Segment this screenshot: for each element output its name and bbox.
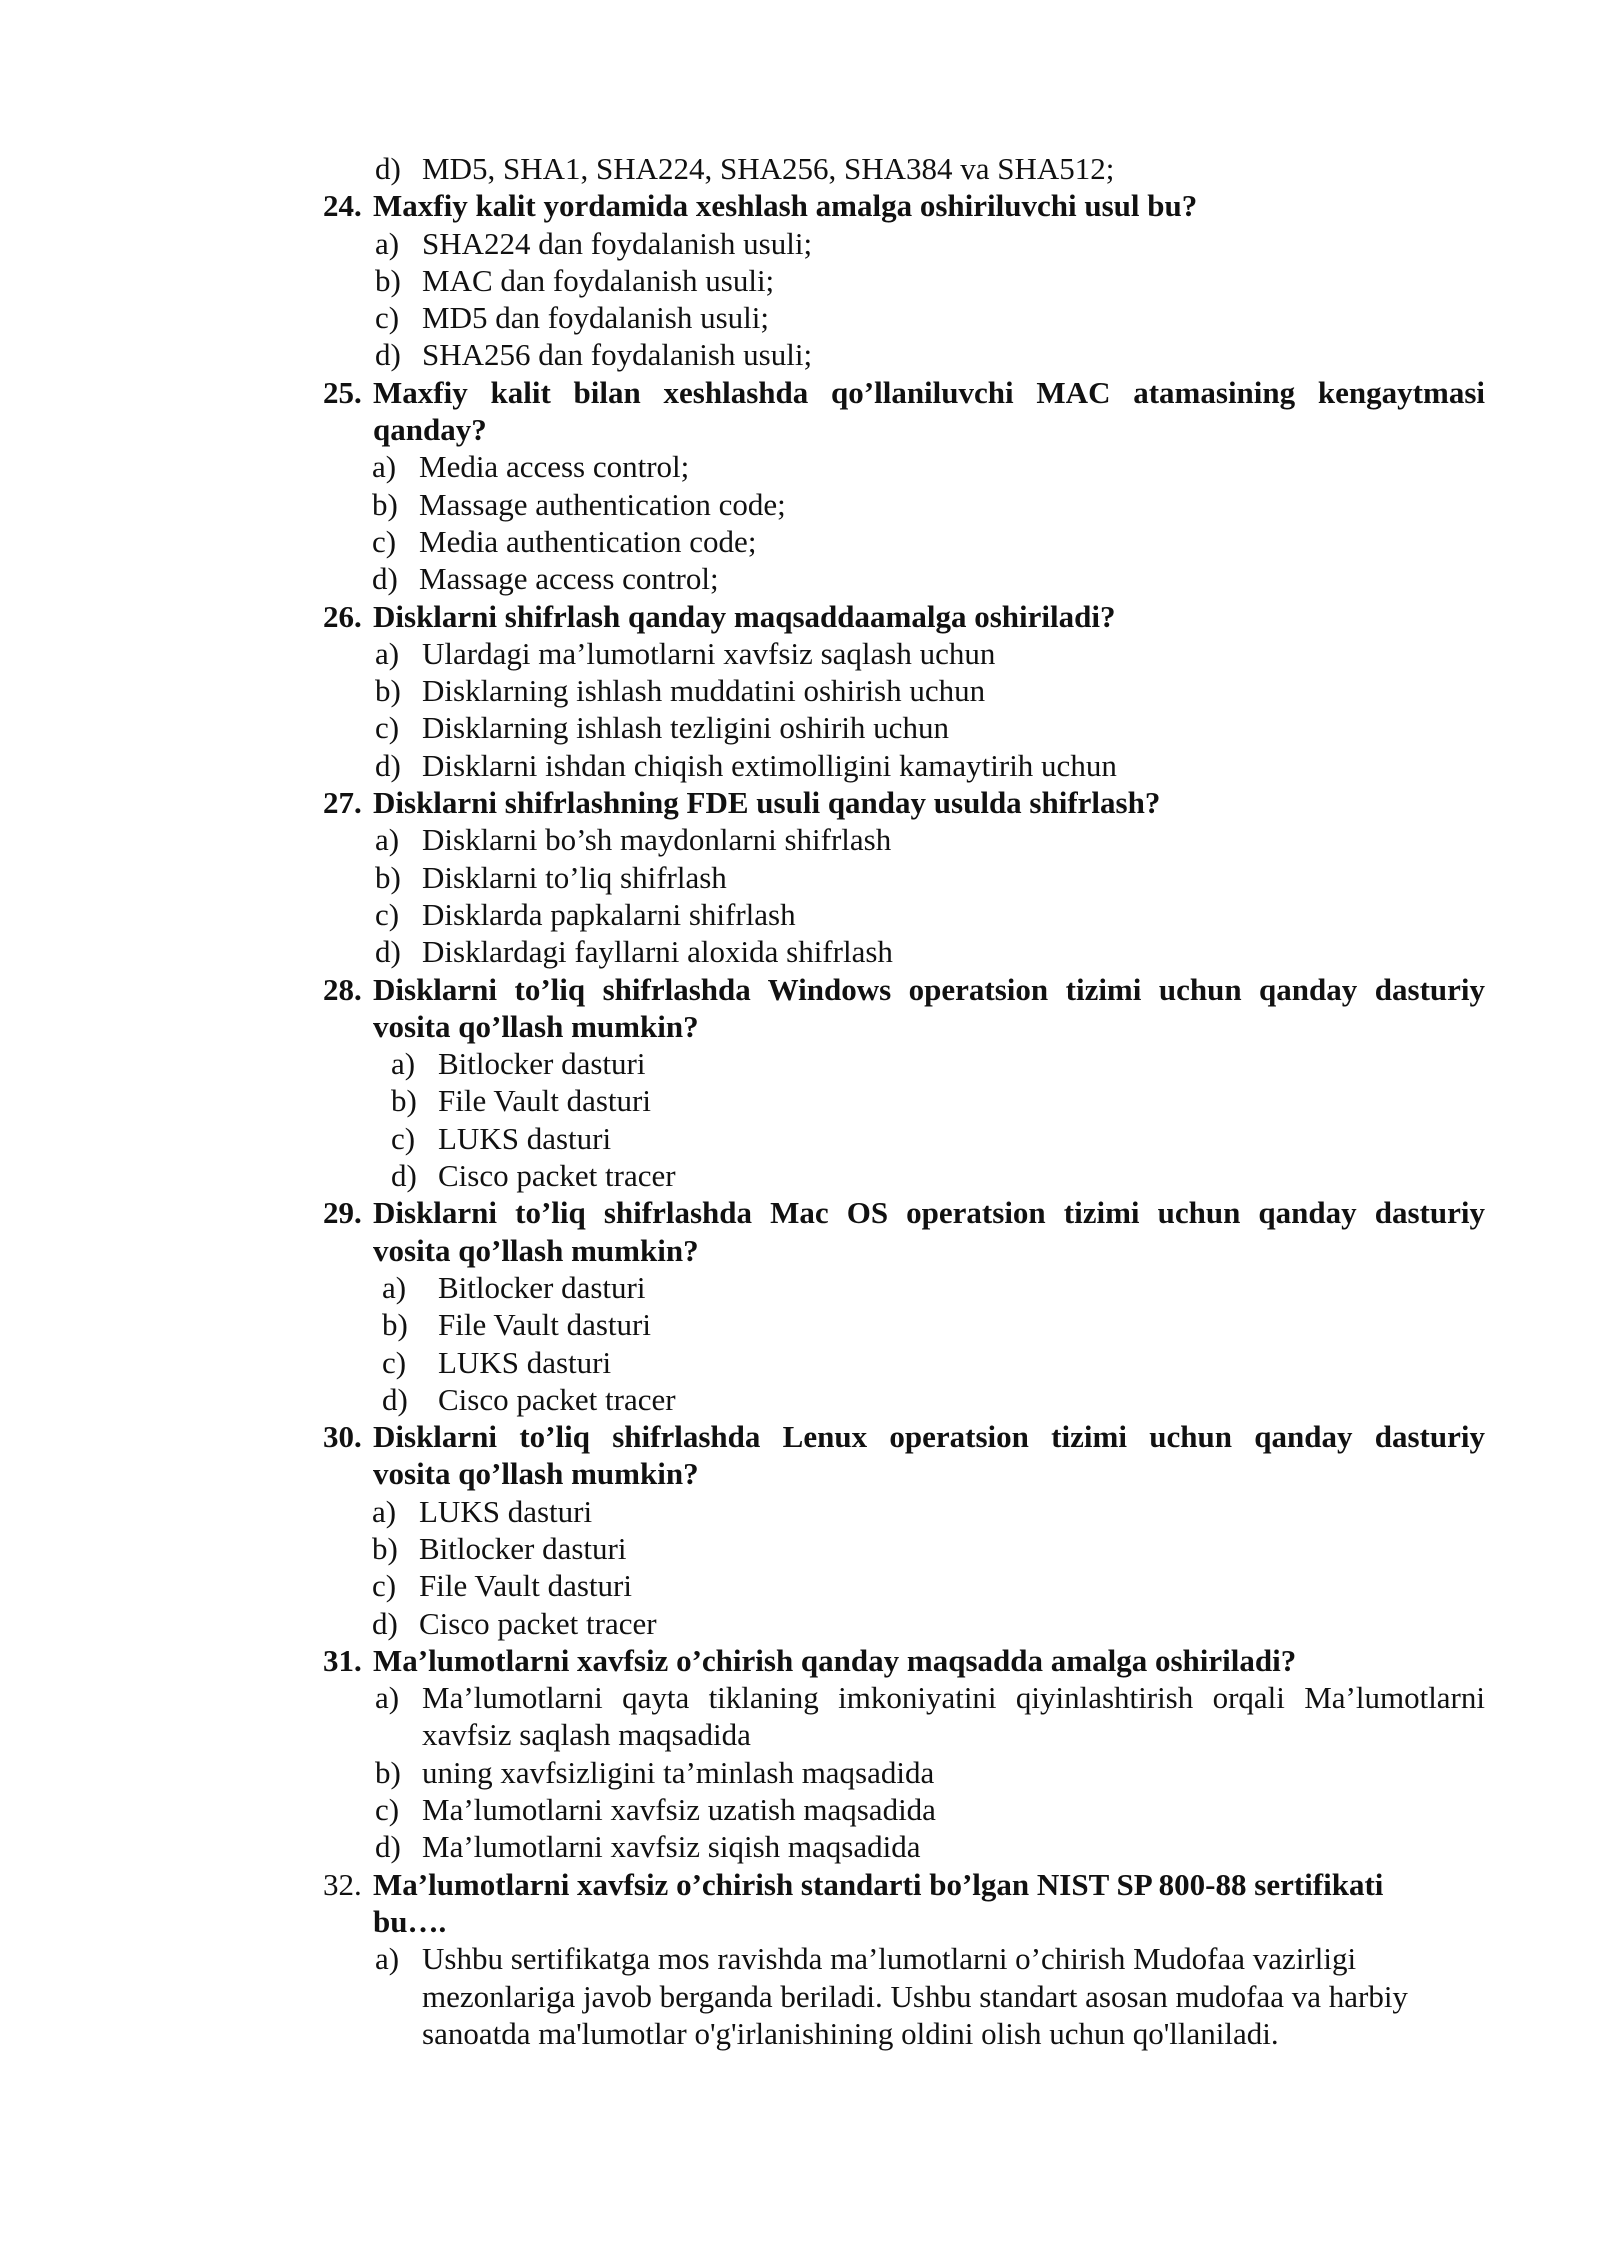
- option-letter: a): [375, 635, 400, 671]
- answer-option: [0, 747, 1600, 784]
- answer-option: [0, 1082, 1600, 1119]
- option-letter: b): [372, 486, 398, 522]
- answer-option: [0, 1269, 1600, 1306]
- answer-option: [0, 1791, 1600, 1828]
- option-text: MAC dan foydalanish usuli;: [422, 262, 775, 298]
- option-letter: d): [372, 561, 398, 597]
- option-text: Media authentication code;: [419, 523, 757, 559]
- answer-continuation: [0, 1978, 1600, 2015]
- option-letter: b): [375, 859, 401, 895]
- option-text: LUKS dasturi: [419, 1493, 593, 1529]
- option-text: uning xavfsizligini ta’minlash maqsadida: [422, 1754, 935, 1790]
- option-letter: c): [375, 710, 400, 746]
- option-letter: d): [375, 151, 401, 186]
- option-letter: a): [375, 1941, 400, 1977]
- question-line: [0, 1194, 1600, 1231]
- answer-option: [0, 1381, 1600, 1418]
- question-line: [0, 1642, 1600, 1679]
- option-text: Disklarni to’liq shifrlash: [422, 859, 727, 895]
- option-text: SHA256 dan foydalanish usuli;: [422, 337, 813, 373]
- answer-option: [0, 1493, 1600, 1530]
- question-continuation: [0, 1232, 1600, 1269]
- question-line: [0, 598, 1600, 635]
- option-letter: b): [375, 673, 401, 709]
- option-text: Cisco packet tracer: [438, 1381, 676, 1417]
- option-letter: d): [375, 747, 401, 783]
- option-text: Disklarda papkalarni shifrlash: [422, 896, 796, 932]
- option-text: sanoatda ma'lumotlar o'g'irlanishining oldini olish uchun qo'llaniladi.: [422, 2015, 1279, 2051]
- option-letter: a): [375, 822, 400, 858]
- question-number: 26.: [323, 598, 362, 634]
- option-letter: c): [375, 300, 400, 336]
- option-text: Bitlocker dasturi: [438, 1269, 646, 1305]
- option-text: xavfsiz saqlash maqsadida: [422, 1717, 751, 1753]
- question-number: 28.: [323, 971, 362, 1007]
- answer-option: [0, 523, 1600, 560]
- answer-option: [0, 1120, 1600, 1157]
- answer-continuation: [0, 1716, 1600, 1753]
- option-letter: b): [375, 262, 401, 298]
- answer-option: [0, 1567, 1600, 1604]
- question-number: 24.: [323, 188, 362, 224]
- question-line: [0, 374, 1600, 411]
- answer-option: [0, 299, 1600, 336]
- option-letter: d): [391, 1158, 417, 1194]
- answer-option: [0, 1306, 1600, 1343]
- option-text: SHA224 dan foydalanish usuli;: [422, 225, 813, 261]
- option-text: Cisco packet tracer: [438, 1158, 676, 1194]
- option-text: Disklardagi fayllarni aloxida shifrlash: [422, 934, 893, 970]
- question-number: 30.: [323, 1419, 362, 1455]
- option-letter: c): [382, 1344, 407, 1380]
- option-text: File Vault dasturi: [438, 1083, 651, 1119]
- question-text: bu….: [373, 1903, 447, 1939]
- answer-option: [0, 150, 1600, 187]
- answer-option: [0, 896, 1600, 933]
- question-text: Maxfiy kalit yordamida xeshlash amalga oshiriluvchi usul bu?: [373, 188, 1198, 224]
- answer-option: [0, 1828, 1600, 1865]
- option-text: Media access control;: [419, 449, 690, 485]
- question-text: Disklarni shifrlashning FDE usuli qanday usulda shifrlash?: [373, 785, 1161, 821]
- option-text: mezonlariga javob berganda beriladi. Ushbu standart asosan mudofaa va harbiy: [422, 1978, 1408, 2014]
- option-letter: b): [382, 1307, 408, 1343]
- question-line: [0, 971, 1600, 1008]
- option-letter: a): [375, 1680, 400, 1716]
- option-letter: d): [372, 1605, 398, 1641]
- option-text: Disklarning ishlash muddatini oshirish uchun: [422, 673, 986, 709]
- answer-option: [0, 821, 1600, 858]
- option-letter: a): [372, 1493, 397, 1529]
- option-letter: c): [375, 1792, 400, 1828]
- question-line: [0, 784, 1600, 821]
- option-text: Disklarning ishlash tezligini oshirih uchun: [422, 710, 949, 746]
- question-text: Disklarni to’liq shifrlashda Windows operatsion tizimi uchun qanday dasturiy: [373, 971, 1485, 1007]
- answer-option: [0, 560, 1600, 597]
- option-letter: a): [372, 449, 397, 485]
- option-text: Ulardagi ma’lumotlarni xavfsiz saqlash uchun: [422, 635, 996, 671]
- option-text: Disklarni bo’sh maydonlarni shifrlash: [422, 822, 892, 858]
- option-text: Disklarni ishdan chiqish extimolligini kamaytirih uchun: [422, 747, 1117, 783]
- question-number: 27.: [323, 785, 362, 821]
- answer-option: [0, 1344, 1600, 1381]
- question-continuation: [0, 1903, 1600, 1940]
- option-text: Massage authentication code;: [419, 486, 786, 522]
- question-text: Maxfiy kalit bilan xeshlashda qo’llaniluvchi MAC atamasining kengaytmasi: [373, 374, 1485, 410]
- option-text: MD5 dan foydalanish usuli;: [422, 300, 769, 336]
- option-text: Ma’lumotlarni xavfsiz siqish maqsadida: [422, 1829, 921, 1865]
- question-text: vosita qo’llash mumkin?: [373, 1456, 699, 1492]
- question-number: 31.: [323, 1642, 362, 1678]
- question-number: 29.: [323, 1195, 362, 1231]
- answer-option: [0, 1530, 1600, 1567]
- answer-option: [0, 672, 1600, 709]
- option-letter: c): [372, 1568, 397, 1604]
- answer-option: [0, 448, 1600, 485]
- answer-option: [0, 1940, 1600, 1977]
- answer-option: [0, 635, 1600, 672]
- option-text: File Vault dasturi: [438, 1307, 651, 1343]
- option-letter: d): [382, 1381, 408, 1417]
- option-text: MD5, SHA1, SHA224, SHA256, SHA384 va SHA512;: [422, 151, 1115, 186]
- option-text: LUKS dasturi: [438, 1120, 612, 1156]
- option-text: Cisco packet tracer: [419, 1605, 657, 1641]
- question-continuation: [0, 411, 1600, 448]
- question-text: Ma’lumotlarni xavfsiz o’chirish qanday maqsadda amalga oshiriladi?: [373, 1642, 1297, 1678]
- option-letter: d): [375, 1829, 401, 1865]
- option-letter: c): [372, 523, 397, 559]
- answer-option: [0, 1157, 1600, 1194]
- question-text: Ma’lumotlarni xavfsiz o’chirish standarti bo’lgan NIST SP 800-88 sertifikati: [373, 1866, 1384, 1902]
- option-letter: b): [375, 1754, 401, 1790]
- option-text: Bitlocker dasturi: [438, 1046, 646, 1082]
- question-line: [0, 1418, 1600, 1455]
- option-text: File Vault dasturi: [419, 1568, 632, 1604]
- answer-option: [0, 336, 1600, 373]
- option-text: Bitlocker dasturi: [419, 1530, 627, 1566]
- option-text: Ushbu sertifikatga mos ravishda ma’lumotlarni o’chirish Mudofaa vazirligi: [422, 1941, 1357, 1977]
- answer-option: [0, 1045, 1600, 1082]
- answer-option: [0, 709, 1600, 746]
- option-letter: a): [375, 225, 400, 261]
- question-text: Disklarni shifrlash qanday maqsaddaamalga oshiriladi?: [373, 598, 1116, 634]
- question-line: [0, 1866, 1600, 1903]
- option-letter: b): [372, 1530, 398, 1566]
- option-text: Ma’lumotlarni qayta tiklaning imkoniyatini qiyinlashtirish orqali Ma’lumotlarni: [422, 1680, 1485, 1716]
- option-letter: a): [382, 1269, 407, 1305]
- question-text: qanday?: [373, 412, 487, 448]
- option-letter: a): [391, 1046, 416, 1082]
- question-text: Disklarni to’liq shifrlashda Mac OS operatsion tizimi uchun qanday dasturiy: [373, 1195, 1485, 1231]
- question-text: vosita qo’llash mumkin?: [373, 1008, 699, 1044]
- option-text: Ma’lumotlarni xavfsiz uzatish maqsadida: [422, 1792, 936, 1828]
- option-text: LUKS dasturi: [438, 1344, 612, 1380]
- answer-option: [0, 486, 1600, 523]
- answer-option: [0, 933, 1600, 970]
- answer-option: [0, 1605, 1600, 1642]
- answer-option: [0, 1754, 1600, 1791]
- answer-continuation: [0, 2015, 1600, 2052]
- option-text: Massage access control;: [419, 561, 719, 597]
- question-number: 25.: [323, 374, 362, 410]
- option-letter: d): [375, 337, 401, 373]
- option-letter: c): [391, 1120, 416, 1156]
- question-continuation: [0, 1008, 1600, 1045]
- option-letter: b): [391, 1083, 417, 1119]
- option-letter: c): [375, 896, 400, 932]
- answer-option: [0, 225, 1600, 262]
- question-number: 32.: [323, 1866, 362, 1902]
- option-letter: d): [375, 934, 401, 970]
- question-line: [0, 187, 1600, 224]
- answer-option: [0, 262, 1600, 299]
- answer-option: [0, 1679, 1600, 1716]
- answer-option: [0, 859, 1600, 896]
- question-continuation: [0, 1455, 1600, 1492]
- question-text: Disklarni to’liq shifrlashda Lenux operatsion tizimi uchun qanday dasturiy: [373, 1419, 1485, 1455]
- question-text: vosita qo’llash mumkin?: [373, 1232, 699, 1268]
